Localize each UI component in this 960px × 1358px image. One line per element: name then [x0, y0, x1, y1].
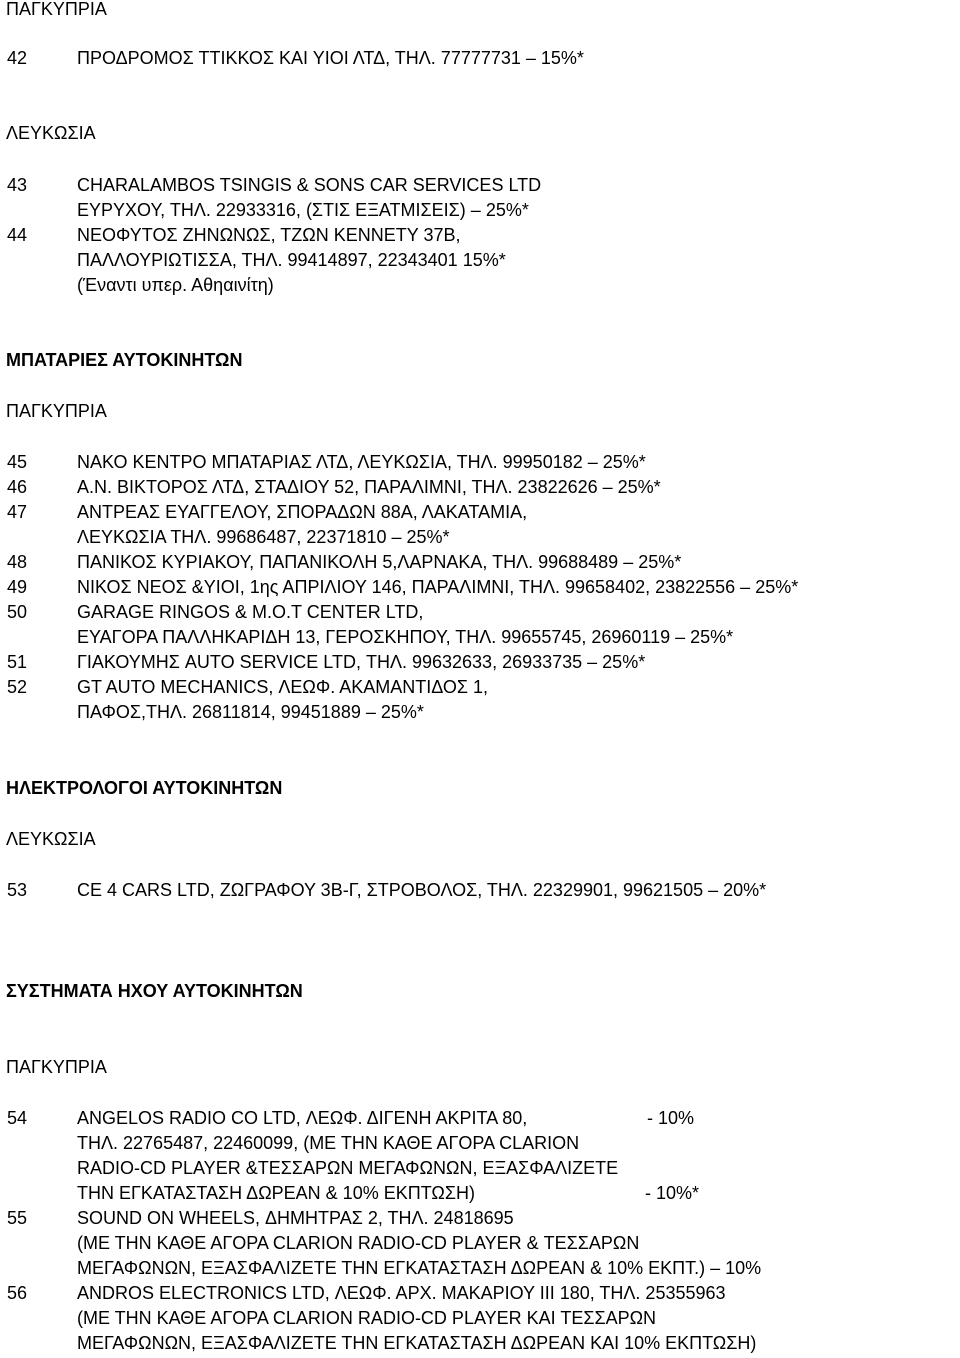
entry-line: ΠΡΟΔΡΟΜΟΣ ΤΤΙΚΚΟΣ ΚΑΙ ΥΙΟΙ ΛΤΔ, ΤΗΛ. 77777731 – 15%*	[77, 48, 584, 68]
category-heading: ΜΠΑΤΑΡΙΕΣ ΑΥΤΟΚΙΝΗΤΩΝ	[6, 350, 243, 370]
entry-line: ΤΗΝ ΕΓΚΑΤΑΣΤΑΣΗ ΔΩΡΕΑΝ & 10% ΕΚΠΤΩΣΗ)	[77, 1183, 475, 1203]
entry-number: 43	[7, 175, 28, 195]
entry-discount: - 10%*	[645, 1183, 700, 1203]
entry-number: 45	[7, 452, 28, 472]
entry-discount: - 10%	[647, 1108, 695, 1128]
entry-number: 55	[7, 1208, 28, 1228]
entry-line: SOUND ON WHEELS, ΔΗΜΗΤΡΑΣ 2, ΤΗΛ. 24818695	[77, 1208, 514, 1228]
entry-line: RADIO-CD PLAYER &ΤΕΣΣΑΡΩΝ ΜΕΓΑΦΩΝΩΝ, ΕΞΑΣΦΑΛΙΖΕΤΕ	[77, 1158, 619, 1178]
entry-line: ANGELOS RADIO CO LTD, ΛΕΩΦ. ΔΙΓΕΝΗ ΑΚΡΙΤΑ 80,	[77, 1108, 528, 1128]
entry-line: ΑΝΤΡΕΑΣ ΕΥΑΓΓΕΛΟΥ, ΣΠΟΡΑΔΩΝ 88Α, ΛΑΚΑΤΑΜΙΑ,	[77, 502, 528, 522]
entry-line: ΕΥΑΓΟΡΑ ΠΑΛΛΗΚΑΡΙΔΗ 13, ΓΕΡΟΣΚΗΠΟΥ, ΤΗΛ. 99655745, 26960119 – 25%*	[77, 627, 734, 647]
entry-number: 54	[7, 1108, 28, 1128]
entry-line: Α.Ν. ΒΙΚΤΟΡΟΣ ΛΤΔ, ΣΤΑΔΙΟΥ 52, ΠΑΡΑΛΙΜΝΙ, ΤΗΛ. 23822626 – 25%*	[77, 477, 661, 497]
entry-line: ΝΕΟΦΥΤΟΣ ΖΗΝΩΝΩΣ, ΤΖΩΝ ΚΕΝΝΕΤΥ 37Β,	[77, 225, 461, 245]
entry-line: ANDROS ELECTRONICS LTD, ΛΕΩΦ. ΑΡΧ. ΜΑΚΑΡΙΟΥ ΙΙΙ 180, ΤΗΛ. 25355963	[77, 1283, 726, 1303]
entry-line: (ΜΕ ΤΗΝ ΚΑΘΕ ΑΓΟΡΑ CLARION RADIO-CD PLAYER & ΤΕΣΣΑΡΩΝ	[77, 1233, 640, 1253]
entry-number: 53	[7, 880, 28, 900]
entry-line: ΤΗΛ. 22765487, 22460099, (ΜΕ ΤΗΝ ΚΑΘΕ ΑΓΟΡΑ CLARION	[77, 1133, 580, 1153]
entry-line: (ΜΕ ΤΗΝ ΚΑΘΕ ΑΓΟΡΑ CLARION RADIO-CD PLAYER ΚΑΙ ΤΕΣΣΑΡΩΝ	[77, 1308, 657, 1328]
entry-number: 46	[7, 477, 28, 497]
entry-number: 42	[7, 48, 28, 68]
entry-number: 56	[7, 1283, 28, 1303]
region-heading: ΠΑΓΚΥΠΡΙΑ	[6, 1057, 107, 1077]
entry-number: 49	[7, 577, 28, 597]
entry-number: 47	[7, 502, 28, 522]
entry-number: 50	[7, 602, 28, 622]
category-heading: ΗΛΕΚΤΡΟΛΟΓΟΙ ΑΥΤΟΚΙΝΗΤΩΝ	[6, 778, 283, 798]
entry-line: GARAGE RINGOS & M.O.T CENTER LTD,	[77, 602, 424, 622]
entry-line: ΜΕΓΑΦΩΝΩΝ, ΕΞΑΣΦΑΛΙΖΕΤΕ ΤΗΝ ΕΓΚΑΤΑΣΤΑΣΗ ΔΩΡΕΑΝ ΚΑΙ 10% ΕΚΠΤΩΣΗ)	[77, 1333, 757, 1353]
category-heading: ΣΥΣΤΗΜΑΤΑ ΗΧΟΥ ΑΥΤΟΚΙΝΗΤΩΝ	[6, 981, 303, 1001]
region-heading: ΛΕΥΚΩΣΙΑ	[6, 123, 96, 143]
entry-line: (Έναντι υπερ. Αθηαινίτη)	[77, 275, 274, 295]
entry-line: ΠΑΛΛΟΥΡΙΩΤΙΣΣΑ, ΤΗΛ. 99414897, 22343401 15%*	[77, 250, 506, 270]
region-heading: ΛΕΥΚΩΣΙΑ	[6, 829, 96, 849]
entry-number: 52	[7, 677, 28, 697]
entry-line: CE 4 CARS LTD, ΖΩΓΡΑΦΟΥ 3Β-Γ, ΣΤΡΟΒΟΛΟΣ, ΤΗΛ. 22329901, 99621505 – 20%*	[77, 880, 767, 900]
entry-line: ΛΕΥΚΩΣΙΑ ΤΗΛ. 99686487, 22371810 – 25%*	[77, 527, 450, 547]
entry-number: 44	[7, 225, 28, 245]
region-heading: ΠΑΓΚΥΠΡΙΑ	[6, 0, 107, 19]
entry-number: 48	[7, 552, 28, 572]
entry-line: ΠΑΦΟΣ,ΤΗΛ. 26811814, 99451889 – 25%*	[77, 702, 424, 722]
entry-line: ΕΥΡΥΧΟΥ, ΤΗΛ. 22933316, (ΣΤΙΣ ΕΞΑΤΜΙΣΕΙΣ) – 25%*	[77, 200, 529, 220]
entry-line: CHARALAMBOS TSINGIS & SONS CAR SERVICES LTD	[77, 175, 542, 195]
entry-number: 51	[7, 652, 28, 672]
entry-line: ΠΑΝΙΚΟΣ ΚΥΡΙΑΚΟΥ, ΠΑΠΑΝΙΚΟΛΗ 5,ΛΑΡΝΑΚΑ, ΤΗΛ. 99688489 – 25%*	[77, 552, 682, 572]
entry-line: ΝΑΚΟ ΚΕΝΤΡΟ ΜΠΑΤΑΡΙΑΣ ΛΤΔ, ΛΕΥΚΩΣΙΑ, ΤΗΛ. 99950182 – 25%*	[77, 452, 646, 472]
region-heading: ΠΑΓΚΥΠΡΙΑ	[6, 401, 107, 421]
entry-line: ΓΙΑΚΟΥΜΗΣ AUTO SERVICE LTD, ΤΗΛ. 99632633, 26933735 – 25%*	[77, 652, 646, 672]
entry-line: ΜΕΓΑΦΩΝΩΝ, ΕΞΑΣΦΑΛΙΖΕΤΕ ΤΗΝ ΕΓΚΑΤΑΣΤΑΣΗ ΔΩΡΕΑΝ & 10% ΕΚΠΤ.) – 10%	[77, 1258, 762, 1278]
entry-line: ΝΙΚΟΣ ΝΕΟΣ &ΥΙΟΙ, 1ης ΑΠΡΙΛΙΟΥ 146, ΠΑΡΑΛΙΜΝΙ, ΤΗΛ. 99658402, 23822556 – 25%*	[77, 577, 799, 597]
entry-line: GT AUTO MECHANICS, ΛΕΩΦ. ΑΚΑΜΑΝΤΙΔΟΣ 1,	[77, 677, 489, 697]
